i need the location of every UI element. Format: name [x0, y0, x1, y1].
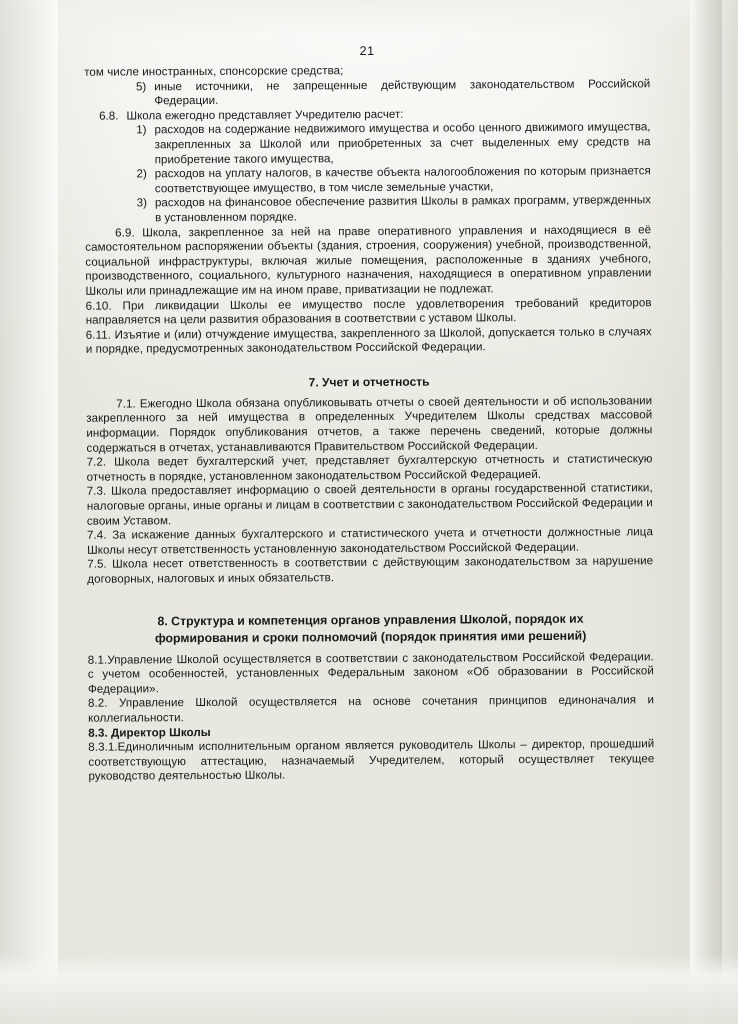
list-marker: 2) [136, 167, 147, 181]
page-top-shadow [0, 0, 738, 38]
clause-7-1: 7.1. Ежегодно Школа обязана опубликовывать отчеты о своей деятельности и об использовании закрепленного за ней имущества в определенных Учредителем Школы средствах массовой информации. Порядок опубликования отчетов, а также перечень сведений, которые должны содержаться в отчетах, устанавливаются Правительством Российской Федерации. [86, 394, 653, 455]
page-number: 21 [359, 43, 375, 59]
clause-6-11: 6.11. Изъятие и (или) отчуждение имущества, закрепленного за Школой, допускается только в случаях и порядке, предусмотренных законодательством Российской Федерации. [85, 324, 652, 357]
clause-7-3: 7.3. Школа предоставляет информацию о своей деятельности в органы государственной статистики, налоговые органы, иные органы и лицам в соответствии с законодательством Российской Федерации и своим Уставом. [86, 481, 653, 528]
clause-7-5: 7.5. Школа несет ответственность в соответствии с действующим законодательством за нарушение договорных, налоговых и иных обязательств. [87, 554, 654, 586]
list-marker: 5) [135, 79, 147, 94]
section-8-heading-line1: 8. Структура и компетенция органов управления Школой, порядок их [157, 611, 584, 628]
clause-7-4: 7.4. За искажение данных бухгалтерского и статистического учета и отчетности должностные лица Школы несут ответственность установленную законодательством Российской Федерации. [86, 525, 654, 557]
clause-6-9: 6.9. Школа, закрепленное за ней на праве оперативного управления и находящиеся в её самостоятельном распоряжении объекты (здания, строения, сооружения) учебной, производственной, социальной инфраструктуры, включая жилые помещения, расположенные в зданиях учебного, производственного, социального, культурного назначения, находящиеся в оперативном управлении Школы или принадлежащие им на ином праве, приватизации не подлежат. [85, 222, 652, 298]
continuation-line: том числе иностранных, спонсорские средства; [84, 64, 344, 79]
clause-8-1: 8.1.Управление Школой осуществляется в соответствии с законодательством Российской Федерации. с учетом особенностей, установленных Федеральным законом «Об образовании в Российской Федерации». [87, 649, 654, 696]
section-8-heading-line2: формирования и сроки полномочий (порядок принятия ими решений) [154, 628, 587, 645]
clause-8-3-1: 8.3.1.Единоличным исполнительным органом является руководитель Школы – директор, прошедший соответствующую аттестацию, назначаемый Учредителем, который осуществляет текущее руководство деятельностью Школы. [88, 737, 655, 784]
page-bottom-shadow [0, 954, 738, 1024]
subheading-8-3: 8.3. Директор Школы [88, 725, 211, 740]
list-item [112, 77, 650, 109]
document-text-body [84, 42, 655, 784]
clause-text: Школа ежегодно представляет Учредителю расчет: [126, 107, 404, 123]
page-curl-shadow [688, 0, 722, 1024]
clause-8-2: 8.2. Управление Школой осуществляется на основе сочетания принципов единоначалия и коллегиальности. [87, 693, 655, 725]
clause-number: 6.8. [99, 109, 119, 123]
list-item [113, 194, 651, 226]
page-left-shadow [0, 0, 58, 1024]
clause-6-10: 6.10. При ликвидации Школы ее имущество после удовлетворения требований кредиторов направляется на цели развития образования в соответствии с уставом Школы. [85, 295, 652, 327]
list-item [113, 164, 651, 196]
list-item-text: расходов на содержание недвижимого имущества и особо ценного движимого имущества, закрепленных за Школой или приобретенных за счет выделенных ему средств на приобретение такого имущества, [154, 120, 651, 166]
list-item [112, 121, 650, 168]
list-marker: 3) [136, 196, 148, 210]
list-item-text: расходов на уплату налогов, в качестве объекта налогообложения по которым признается соответствующее имущество, в том числе земельные участки, [154, 164, 651, 196]
list-marker: 1) [136, 123, 147, 137]
section-7-heading: 7. Учет и отчетность [308, 374, 430, 390]
section-8-heading [87, 610, 653, 647]
list-item-text: расходов на финансовое обеспечение развития Школы в рамках программ, утвержденных в установленном порядке. [154, 193, 651, 225]
list-item-text: иные источники, не запрещенные действующим законодательством Российской Федерации. [154, 76, 651, 108]
clause-7-2: 7.2. Школа ведет бухгалтерский учет, представляет бухгалтерскую отчетность и статистическую отчетность в порядке, установленном законодательством Российской Федерацией. [86, 452, 653, 484]
